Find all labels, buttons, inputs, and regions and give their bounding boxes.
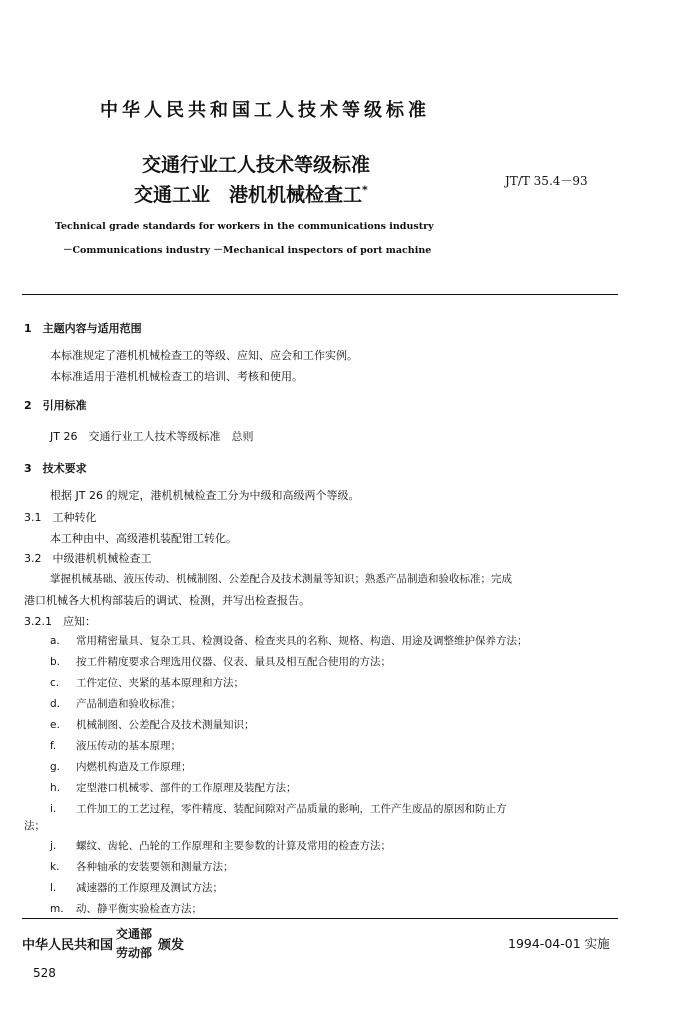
page-number: 528: [33, 966, 56, 980]
list-item-label: b.: [50, 656, 61, 668]
list-item-label: c.: [50, 677, 60, 689]
list-item: [50, 738, 181, 753]
list-item-label: m.: [50, 903, 64, 915]
section-1-para-2: 本标准适用于港机机械检查工的培训、考核和使用。: [50, 370, 303, 383]
list-item-label: e.: [50, 719, 60, 731]
issuer-dept-labor: 劳动部: [116, 946, 153, 960]
list-item: [50, 838, 391, 853]
list-item: [50, 780, 297, 795]
list-item: [50, 859, 234, 874]
list-item-label: f.: [50, 740, 57, 752]
list-item: [50, 901, 202, 916]
document-title-line2: [134, 180, 368, 207]
list-item-text: 液压传动的基本原理；: [76, 740, 181, 752]
list-item-label: j.: [50, 840, 57, 852]
list-item-label: d.: [50, 698, 61, 710]
list-item-text: 各种轴承的安装要领和测量方法；: [76, 861, 234, 873]
section-3-para-1: 根据 JT 26 的规定，港机机械检查工分为中级和高级两个等级。: [50, 489, 360, 502]
list-item-text: 动、静平衡实验检查方法；: [76, 903, 202, 915]
list-item-text: 定型港口机械零、部件的工作原理及装配方法；: [76, 782, 297, 794]
english-title-line1: Technical grade standards for workers in the communications industry: [55, 221, 434, 232]
list-item-label: g.: [50, 761, 61, 773]
list-item: [50, 696, 181, 711]
list-item-text: 常用精密量具、复杂工具、检测设备、检查夹具的名称、规格、构造、用途及调整维护保养方法；: [76, 635, 528, 647]
list-item: [50, 654, 391, 669]
section-1-para-1: 本标准规定了港机机械检查工的等级、应知、应会和工作实例。: [50, 349, 358, 362]
title-line2-text: 交通工业 港机机械检查工: [134, 184, 363, 206]
section-3-1-para: 本工种由中、高级港机装配钳工转化。: [50, 532, 237, 545]
header-divider: [22, 294, 618, 295]
list-item-text: 工件定位、夹紧的基本原理和方法；: [76, 677, 244, 689]
issuer-dept-communications: 交通部: [116, 927, 153, 941]
section-3-2-para-1: 掌握机械基础、液压传动、机械制图、公差配合及技术测量等知识；熟悉产品制造和验收标准；完成: [50, 573, 512, 585]
list-item-text: 工件加工的工艺过程，零件精度、装配间隙对产品质量的影响，工件产生废品的原因和防止方: [76, 803, 507, 815]
list-item-label: i.: [50, 803, 57, 815]
document-title-line1: 交通行业工人技术等级标准: [142, 154, 371, 176]
section-3-2-para-2: 港口机械各大机构部装后的调试、检测，并写出检查报告。: [24, 594, 310, 607]
footer-divider: [22, 918, 618, 919]
section-2-title: 2 引用标准: [24, 399, 87, 412]
list-item: [50, 675, 244, 690]
list-item-text: 内燃机构造及工作原理；: [76, 761, 192, 773]
list-item-text: 减速器的工作原理及测试方法；: [76, 882, 223, 894]
section-3-title: 3 技术要求: [24, 462, 87, 475]
list-item-text: 法；: [24, 820, 45, 832]
list-item-label: a.: [50, 635, 60, 647]
list-item-label: l.: [50, 882, 57, 894]
list-item-text: 螺纹、齿轮、凸轮的工作原理和主要参数的计算及常用的检查方法；: [76, 840, 391, 852]
national-standard-title: 中华人民共和国工人技术等级标准: [100, 100, 430, 121]
section-3-2-title: 3.2 中级港机机械检查工: [24, 552, 152, 565]
section-3-2-1-title: 3.2.1 应知：: [24, 615, 96, 628]
section-1-title: 1 主题内容与适用范围: [24, 322, 142, 335]
section-3-1-title: 3.1 工种转化: [24, 511, 97, 524]
list-item-label: k.: [50, 861, 60, 873]
list-item-text: 产品制造和验收标准；: [76, 698, 181, 710]
issued-label: 颁发: [158, 938, 185, 953]
list-item-text: 按工件精度要求合理选用仪器、仪表、量具及相互配合使用的方法；: [76, 656, 391, 668]
list-item: [50, 880, 223, 895]
title-footnote-mark: *: [362, 183, 368, 197]
list-item: [50, 759, 192, 774]
standard-code: JT/T 35.4－93: [505, 174, 588, 188]
list-item-continuation: [24, 818, 45, 833]
list-item: [50, 801, 507, 816]
list-item-label: h.: [50, 782, 60, 794]
section-2-reference: JT 26 交通行业工人技术等级标准 总则: [50, 430, 254, 443]
list-item: [50, 633, 528, 648]
effective-date: 1994-04-01 实施: [508, 936, 610, 951]
issuer-country: 中华人民共和国: [22, 938, 114, 953]
list-item: [50, 717, 255, 732]
list-item-text: 机械制图、公差配合及技术测量知识；: [76, 719, 255, 731]
english-title-line2: －Communications industry －Mechanical inspectors of port machine: [63, 245, 432, 256]
